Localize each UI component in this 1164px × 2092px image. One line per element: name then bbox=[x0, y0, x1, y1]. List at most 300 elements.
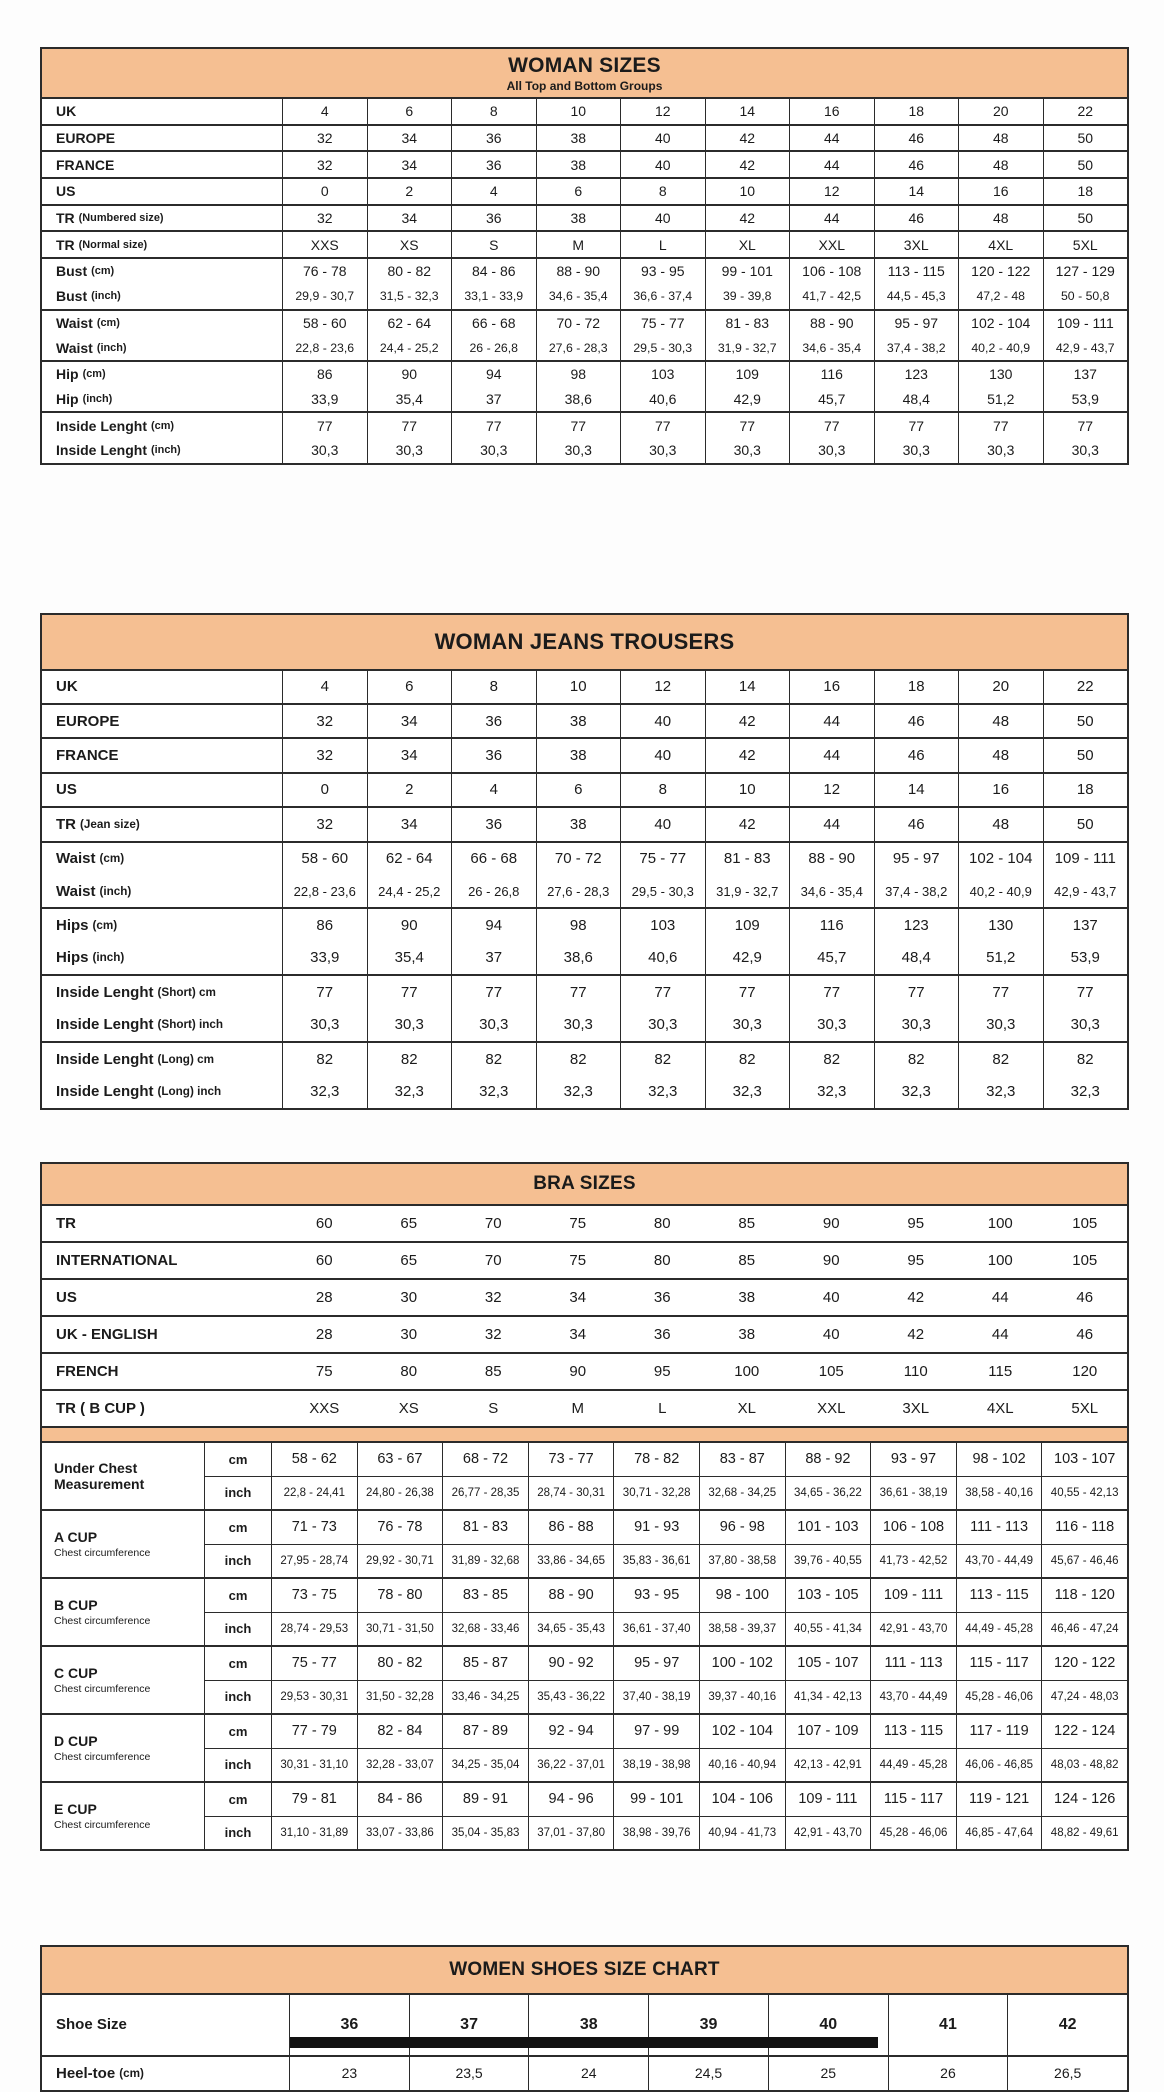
size-cell: 93 - 95 bbox=[613, 1579, 699, 1612]
row-label-note: (Numbered size) bbox=[78, 212, 164, 225]
size-cell: 35,43 - 36,22 bbox=[528, 1680, 614, 1713]
size-cell: 45,7 bbox=[789, 942, 874, 974]
size-cell: 95 bbox=[907, 1214, 925, 1232]
size-cell: 6 bbox=[367, 671, 452, 703]
cup-size-group bbox=[42, 1645, 1127, 1713]
size-cell: 34,65 - 35,43 bbox=[528, 1612, 614, 1645]
size-cell: 41 bbox=[888, 1995, 1008, 2055]
size-cell: 117 - 119 bbox=[956, 1715, 1042, 1748]
size-cell: 46 bbox=[874, 206, 959, 231]
size-cell: 83 - 85 bbox=[442, 1579, 528, 1612]
size-cell: 90 bbox=[367, 909, 452, 941]
size-cell: 41,34 - 42,13 bbox=[785, 1680, 871, 1713]
size-cell: 32,3 bbox=[620, 1075, 705, 1107]
size-cell: 120 - 122 bbox=[958, 259, 1043, 284]
row-label-text: Shoe Size bbox=[56, 2016, 127, 2034]
size-cell: 88 - 90 bbox=[789, 311, 874, 336]
size-cell: 81 - 83 bbox=[705, 311, 790, 336]
size-cell: 77 bbox=[1043, 976, 1128, 1008]
bra-cup-divider-strip bbox=[42, 1426, 1127, 1443]
row-label bbox=[42, 311, 282, 336]
size-cell: 103 bbox=[620, 909, 705, 941]
row-label bbox=[42, 387, 282, 412]
size-cell: 16 bbox=[789, 99, 874, 124]
table-row bbox=[42, 1206, 1127, 1241]
table-row bbox=[42, 739, 1127, 771]
size-cell: 40 bbox=[620, 152, 705, 177]
size-cell: 43,70 - 44,49 bbox=[956, 1544, 1042, 1577]
unit-cm-label: cm bbox=[204, 1715, 271, 1748]
size-cell: 62 - 64 bbox=[367, 311, 452, 336]
size-cell: 82 - 84 bbox=[357, 1715, 443, 1748]
size-cell: 60 bbox=[315, 1214, 333, 1232]
size-cell: 30,3 bbox=[1043, 1009, 1128, 1041]
size-cell: 84 - 86 bbox=[451, 259, 536, 284]
size-cell: 39,37 - 40,16 bbox=[699, 1680, 785, 1713]
size-cell: 119 - 121 bbox=[956, 1783, 1042, 1816]
size-cell: 50 bbox=[1043, 152, 1128, 177]
size-cell: 60 bbox=[315, 1251, 333, 1269]
size-cell: 62 - 64 bbox=[367, 843, 452, 875]
size-cell: 48,4 bbox=[874, 942, 959, 974]
size-cell: M bbox=[571, 1399, 584, 1417]
size-cell: 40 bbox=[620, 808, 705, 840]
size-cell: 29,53 - 30,31 bbox=[271, 1680, 357, 1713]
size-cell: 95 - 97 bbox=[613, 1647, 699, 1680]
size-cell: 50 bbox=[1043, 126, 1128, 151]
size-cell: 44,49 - 45,28 bbox=[870, 1748, 956, 1781]
size-cell: 82 bbox=[536, 1043, 621, 1075]
table-row bbox=[42, 774, 1127, 806]
table-row bbox=[42, 152, 1127, 177]
row-label-text: TR ( B CUP ) bbox=[56, 1399, 145, 1417]
table-row bbox=[42, 438, 1127, 463]
size-cell: 75 bbox=[569, 1214, 587, 1232]
row-label bbox=[42, 1206, 282, 1241]
size-cell: 38 bbox=[536, 705, 621, 737]
size-cell: 24,5 bbox=[648, 2057, 768, 2090]
row-label-note: (Short) cm bbox=[157, 985, 216, 999]
size-cell: 42 bbox=[705, 206, 790, 231]
table-row bbox=[42, 1043, 1127, 1075]
table-row bbox=[42, 362, 1127, 387]
row-label bbox=[42, 99, 282, 124]
size-cell: 115 - 117 bbox=[956, 1647, 1042, 1680]
cup-subtitle: Chest circumference bbox=[54, 1546, 151, 1559]
row-label-text: Inside Lenght bbox=[56, 417, 147, 434]
size-cell: 92 - 94 bbox=[528, 1715, 614, 1748]
size-cell: 88 - 92 bbox=[785, 1443, 871, 1476]
size-cell: 31,5 - 32,3 bbox=[367, 284, 452, 309]
size-cell: 47,24 - 48,03 bbox=[1041, 1680, 1127, 1713]
size-cell: 48 bbox=[958, 126, 1043, 151]
size-cell: 43,70 - 44,49 bbox=[870, 1680, 956, 1713]
size-cell: 29,9 - 30,7 bbox=[282, 284, 367, 309]
size-cell: 102 - 104 bbox=[699, 1715, 785, 1748]
size-cell: 2 bbox=[367, 179, 452, 204]
cup-label bbox=[42, 1783, 204, 1849]
row-label bbox=[42, 362, 282, 387]
table-row bbox=[42, 311, 1127, 336]
size-cell: 100 - 102 bbox=[699, 1647, 785, 1680]
size-cell: 34,25 - 35,04 bbox=[442, 1748, 528, 1781]
size-cell: 98 bbox=[536, 362, 621, 387]
row-label-text: Inside Lenght bbox=[56, 1016, 154, 1034]
size-cell: 91 - 93 bbox=[613, 1511, 699, 1544]
size-cell: 6 bbox=[536, 774, 621, 806]
size-cell: 88 - 90 bbox=[528, 1579, 614, 1612]
size-row-group bbox=[42, 772, 1127, 806]
size-cell: 42 bbox=[907, 1288, 925, 1306]
size-cell: 82 bbox=[958, 1043, 1043, 1075]
size-cell: 38 bbox=[536, 739, 621, 771]
row-label bbox=[42, 206, 282, 231]
size-cell: 31,89 - 32,68 bbox=[442, 1544, 528, 1577]
size-cell: 76 - 78 bbox=[357, 1511, 443, 1544]
row-label bbox=[42, 774, 282, 806]
size-row-group bbox=[42, 150, 1127, 177]
size-cell: 8 bbox=[620, 774, 705, 806]
size-cell: 115 bbox=[988, 1362, 1013, 1380]
size-cell: 50 bbox=[1043, 705, 1128, 737]
size-cell: 48 bbox=[958, 808, 1043, 840]
size-cell: 77 bbox=[874, 976, 959, 1008]
size-cell: 40,55 - 41,34 bbox=[785, 1612, 871, 1645]
row-label-text: UK - ENGLISH bbox=[56, 1325, 158, 1343]
size-cell: 4 bbox=[451, 774, 536, 806]
size-cell: 53,9 bbox=[1043, 387, 1128, 412]
size-cell: 50 bbox=[1043, 206, 1128, 231]
size-cell: 32 bbox=[282, 705, 367, 737]
row-label bbox=[42, 232, 282, 257]
row-label-note: (Short) inch bbox=[157, 1018, 224, 1032]
row-label-text: EUROPE bbox=[56, 130, 116, 147]
size-cell: S bbox=[488, 1399, 499, 1417]
size-cell: 38 bbox=[536, 808, 621, 840]
size-cell: 40,6 bbox=[620, 387, 705, 412]
size-cell: 90 bbox=[569, 1362, 587, 1380]
cup-subtitle: Chest circumference bbox=[54, 1750, 151, 1763]
size-cell: 70 bbox=[484, 1251, 502, 1269]
size-cell: 75 bbox=[569, 1251, 587, 1269]
size-row-group bbox=[42, 230, 1127, 257]
size-cell: 30,3 bbox=[1043, 438, 1128, 463]
size-cell: 30,3 bbox=[451, 438, 536, 463]
jeans-trousers-title: WOMAN JEANS TROUSERS bbox=[434, 628, 735, 654]
size-cell: 78 - 82 bbox=[613, 1443, 699, 1476]
cup-subtitle: Chest circumference bbox=[54, 1818, 151, 1831]
size-row-group bbox=[42, 411, 1127, 462]
size-cell: 42 bbox=[705, 739, 790, 771]
size-cell: 18 bbox=[874, 671, 959, 703]
size-row-group bbox=[42, 2055, 1127, 2090]
size-cell: 37 bbox=[451, 387, 536, 412]
size-cell: 127 - 129 bbox=[1043, 259, 1128, 284]
cup-size-group bbox=[42, 1577, 1127, 1645]
size-cell: 30,3 bbox=[536, 438, 621, 463]
size-cell: 77 bbox=[451, 976, 536, 1008]
size-row-group bbox=[42, 257, 1127, 308]
size-cell: 44,5 - 45,3 bbox=[874, 284, 959, 309]
size-cell: 120 bbox=[1072, 1362, 1098, 1380]
size-cell: 40 bbox=[620, 126, 705, 151]
size-cell: 109 - 111 bbox=[1043, 311, 1128, 336]
size-cell: 109 bbox=[705, 362, 790, 387]
size-row-group bbox=[42, 841, 1127, 908]
size-cell: 48,03 - 48,82 bbox=[1041, 1748, 1127, 1781]
size-cell: 50 - 50,8 bbox=[1043, 284, 1128, 309]
size-cell: 8 bbox=[620, 179, 705, 204]
size-cell: 29,5 - 30,3 bbox=[620, 335, 705, 360]
size-cell: 90 - 92 bbox=[528, 1647, 614, 1680]
cup-name: D CUP bbox=[54, 1732, 98, 1749]
size-cell: 95 bbox=[653, 1362, 671, 1380]
size-cell: 81 - 83 bbox=[442, 1511, 528, 1544]
size-cell: 36 bbox=[451, 739, 536, 771]
size-cell: 46,46 - 47,24 bbox=[1041, 1612, 1127, 1645]
size-cell: 58 - 60 bbox=[282, 843, 367, 875]
size-cell: 24,4 - 25,2 bbox=[367, 875, 452, 907]
table-row bbox=[42, 909, 1127, 941]
size-cell: 105 bbox=[1072, 1251, 1098, 1269]
size-cell: 34,6 - 35,4 bbox=[536, 284, 621, 309]
row-label-text: Heel-toe bbox=[56, 2064, 116, 2082]
size-cell: 44,49 - 45,28 bbox=[956, 1612, 1042, 1645]
row-label-text: Bust bbox=[56, 288, 88, 305]
size-cell: 113 - 115 bbox=[956, 1579, 1042, 1612]
size-cell: 85 - 87 bbox=[442, 1647, 528, 1680]
size-cell: XXL bbox=[817, 1399, 846, 1417]
size-cell: 8 bbox=[451, 671, 536, 703]
size-cell: 77 bbox=[620, 413, 705, 438]
size-cell: 14 bbox=[874, 774, 959, 806]
table-row bbox=[42, 284, 1127, 309]
size-cell: 40,55 - 42,13 bbox=[1041, 1476, 1127, 1509]
size-cell: 97 - 99 bbox=[613, 1715, 699, 1748]
size-cell: 32,68 - 33,46 bbox=[442, 1612, 528, 1645]
size-cell: 34,6 - 35,4 bbox=[789, 875, 874, 907]
row-label-note: (inch) bbox=[92, 951, 125, 965]
size-cell: 113 - 115 bbox=[874, 259, 959, 284]
size-cell: 37,4 - 38,2 bbox=[874, 875, 959, 907]
size-cell: 33,46 - 34,25 bbox=[442, 1680, 528, 1713]
size-cell: 42 bbox=[907, 1325, 925, 1343]
row-label bbox=[42, 1043, 282, 1075]
size-cell: L bbox=[658, 1399, 667, 1417]
cup-label bbox=[42, 1647, 204, 1713]
size-cell: 89 - 91 bbox=[442, 1783, 528, 1816]
row-label bbox=[42, 259, 282, 284]
size-cell: 116 - 118 bbox=[1041, 1511, 1127, 1544]
size-cell: 44 bbox=[789, 739, 874, 771]
row-label-text: Bust bbox=[56, 263, 88, 280]
table-row bbox=[42, 1075, 1127, 1107]
size-cell: 120 - 122 bbox=[1041, 1647, 1127, 1680]
row-label bbox=[42, 1391, 282, 1426]
size-cell: 33,9 bbox=[282, 942, 367, 974]
size-cell: 38 bbox=[536, 206, 621, 231]
size-cell: 75 - 77 bbox=[620, 843, 705, 875]
size-cell: 30 bbox=[400, 1288, 418, 1306]
size-cell: 14 bbox=[705, 671, 790, 703]
size-cell: 46 bbox=[1076, 1325, 1094, 1343]
size-cell: XL bbox=[705, 232, 790, 257]
size-cell: 10 bbox=[536, 99, 621, 124]
size-cell: 10 bbox=[536, 671, 621, 703]
size-cell: 32,3 bbox=[958, 1075, 1043, 1107]
size-cell: 38 bbox=[528, 1995, 648, 2055]
cup-name: Under Chest Measurement bbox=[54, 1459, 145, 1492]
size-cell: 42 bbox=[705, 152, 790, 177]
size-cell: 45,28 - 46,06 bbox=[870, 1816, 956, 1849]
row-label-note: (Long) inch bbox=[157, 1085, 222, 1098]
size-cell: 80 bbox=[653, 1251, 671, 1269]
size-cell: 44 bbox=[789, 126, 874, 151]
size-cell: 30,3 bbox=[874, 438, 959, 463]
size-cell: 3XL bbox=[874, 232, 959, 257]
size-chart-page bbox=[40, 47, 1129, 2092]
size-cell: 94 - 96 bbox=[528, 1783, 614, 1816]
woman-sizes-table bbox=[40, 47, 1129, 465]
size-cell: 36,61 - 38,19 bbox=[870, 1476, 956, 1509]
size-cell: 35,83 - 36,61 bbox=[613, 1544, 699, 1577]
size-cell: 23 bbox=[289, 2057, 409, 2090]
size-cell: 77 bbox=[536, 413, 621, 438]
table-row bbox=[42, 126, 1127, 151]
row-label-note: (inch) bbox=[96, 341, 127, 354]
size-cell: 70 - 72 bbox=[536, 843, 621, 875]
row-label bbox=[42, 152, 282, 177]
row-label-note: (inch) bbox=[82, 392, 113, 405]
size-cell: 48,4 bbox=[874, 387, 959, 412]
size-cell: 38 bbox=[738, 1288, 756, 1306]
row-label bbox=[42, 1075, 282, 1107]
jeans-trousers-rows bbox=[42, 671, 1127, 1108]
size-cell: 32,3 bbox=[536, 1075, 621, 1107]
size-cell: 32 bbox=[484, 1288, 502, 1306]
size-cell: 118 - 120 bbox=[1041, 1579, 1127, 1612]
size-cell: 110 bbox=[903, 1362, 928, 1380]
size-cell: 77 bbox=[705, 976, 790, 1008]
row-label bbox=[42, 413, 282, 438]
table-row bbox=[42, 942, 1127, 974]
size-cell: 42,9 - 43,7 bbox=[1043, 875, 1128, 907]
size-cell: 82 bbox=[874, 1043, 959, 1075]
size-row-group bbox=[42, 360, 1127, 411]
size-cell: 28,74 - 29,53 bbox=[271, 1612, 357, 1645]
size-cell: 30,3 bbox=[282, 438, 367, 463]
size-row-group bbox=[42, 806, 1127, 840]
size-cell: 95 bbox=[907, 1251, 925, 1269]
size-cell: 102 - 104 bbox=[958, 843, 1043, 875]
size-cell: 86 - 88 bbox=[528, 1511, 614, 1544]
size-cell: 100 bbox=[987, 1251, 1013, 1269]
size-cell: 39 - 39,8 bbox=[705, 284, 790, 309]
row-label-note: (inch) bbox=[151, 444, 181, 457]
table-row bbox=[42, 976, 1127, 1008]
size-cell: 109 - 111 bbox=[870, 1579, 956, 1612]
size-cell: 68 - 72 bbox=[442, 1443, 528, 1476]
table-row bbox=[42, 843, 1127, 875]
size-cell: 46 bbox=[874, 739, 959, 771]
size-cell: S bbox=[451, 232, 536, 257]
size-cell: XS bbox=[398, 1399, 419, 1417]
size-cell: 42,13 - 42,91 bbox=[785, 1748, 871, 1781]
size-cell: 42 bbox=[1007, 1995, 1127, 2055]
size-cell: 6 bbox=[536, 179, 621, 204]
size-cell: 82 bbox=[789, 1043, 874, 1075]
size-cell: 35,4 bbox=[367, 942, 452, 974]
size-cell: 38,6 bbox=[536, 387, 621, 412]
bra-sizes-title: BRA SIZES bbox=[533, 1172, 636, 1194]
woman-sizes-title: WOMAN SIZES bbox=[508, 53, 661, 77]
cup-name: C CUP bbox=[54, 1664, 98, 1681]
size-cell: 4 bbox=[282, 671, 367, 703]
size-cell: 42 bbox=[705, 808, 790, 840]
size-cell: 36 bbox=[451, 152, 536, 177]
unit-inch-label: inch bbox=[204, 1612, 271, 1645]
size-cell: 30,3 bbox=[620, 1009, 705, 1041]
size-cell: 42,91 - 43,70 bbox=[785, 1816, 871, 1849]
size-cell: 30,31 - 31,10 bbox=[271, 1748, 357, 1781]
size-cell: 38 bbox=[536, 126, 621, 151]
row-label-text: Inside Lenght bbox=[56, 983, 154, 1001]
size-cell: 4 bbox=[451, 179, 536, 204]
row-label-text: FRANCE bbox=[56, 747, 119, 765]
size-cell: 123 bbox=[874, 909, 959, 941]
size-cell: 40 bbox=[822, 1288, 840, 1306]
size-cell: 47,2 - 48 bbox=[958, 284, 1043, 309]
size-cell: 38,58 - 39,37 bbox=[699, 1612, 785, 1645]
size-cell: 44 bbox=[991, 1325, 1009, 1343]
unit-inch-label: inch bbox=[204, 1748, 271, 1781]
size-cell: 14 bbox=[874, 179, 959, 204]
size-cell: 27,95 - 28,74 bbox=[271, 1544, 357, 1577]
size-cell: 116 bbox=[789, 362, 874, 387]
size-cell: 77 - 79 bbox=[271, 1715, 357, 1748]
size-cell: 38,6 bbox=[536, 942, 621, 974]
row-label-note: (cm) bbox=[151, 419, 175, 432]
size-cell: 94 bbox=[451, 909, 536, 941]
size-cell: 32,3 bbox=[1043, 1075, 1128, 1107]
size-cell: 46,85 - 47,64 bbox=[956, 1816, 1042, 1849]
size-cell: 34 bbox=[367, 705, 452, 737]
size-cell: 77 bbox=[451, 413, 536, 438]
row-label bbox=[42, 739, 282, 771]
row-label-note: (cm) bbox=[119, 2066, 144, 2080]
size-cell: 82 bbox=[367, 1043, 452, 1075]
size-cell: 38,98 - 39,76 bbox=[613, 1816, 699, 1849]
cup-label bbox=[42, 1579, 204, 1645]
table-row bbox=[42, 206, 1127, 231]
size-cell: 34 bbox=[367, 152, 452, 177]
size-cell: L bbox=[620, 232, 705, 257]
size-cell: 65 bbox=[400, 1214, 418, 1232]
size-cell: 36,22 - 37,01 bbox=[528, 1748, 614, 1781]
size-cell: 40 bbox=[620, 705, 705, 737]
size-cell: 78 - 80 bbox=[357, 1579, 443, 1612]
size-cell: M bbox=[536, 232, 621, 257]
size-cell: 77 bbox=[705, 413, 790, 438]
size-cell: 48 bbox=[958, 206, 1043, 231]
row-label-note: (Jean size) bbox=[80, 817, 140, 831]
size-row-group bbox=[42, 1278, 1127, 1315]
size-cell: 18 bbox=[874, 99, 959, 124]
size-cell: 75 - 77 bbox=[271, 1647, 357, 1680]
size-cell: 38 bbox=[738, 1325, 756, 1343]
size-cell: 30,3 bbox=[282, 1009, 367, 1041]
row-label-text: TR bbox=[56, 210, 75, 227]
